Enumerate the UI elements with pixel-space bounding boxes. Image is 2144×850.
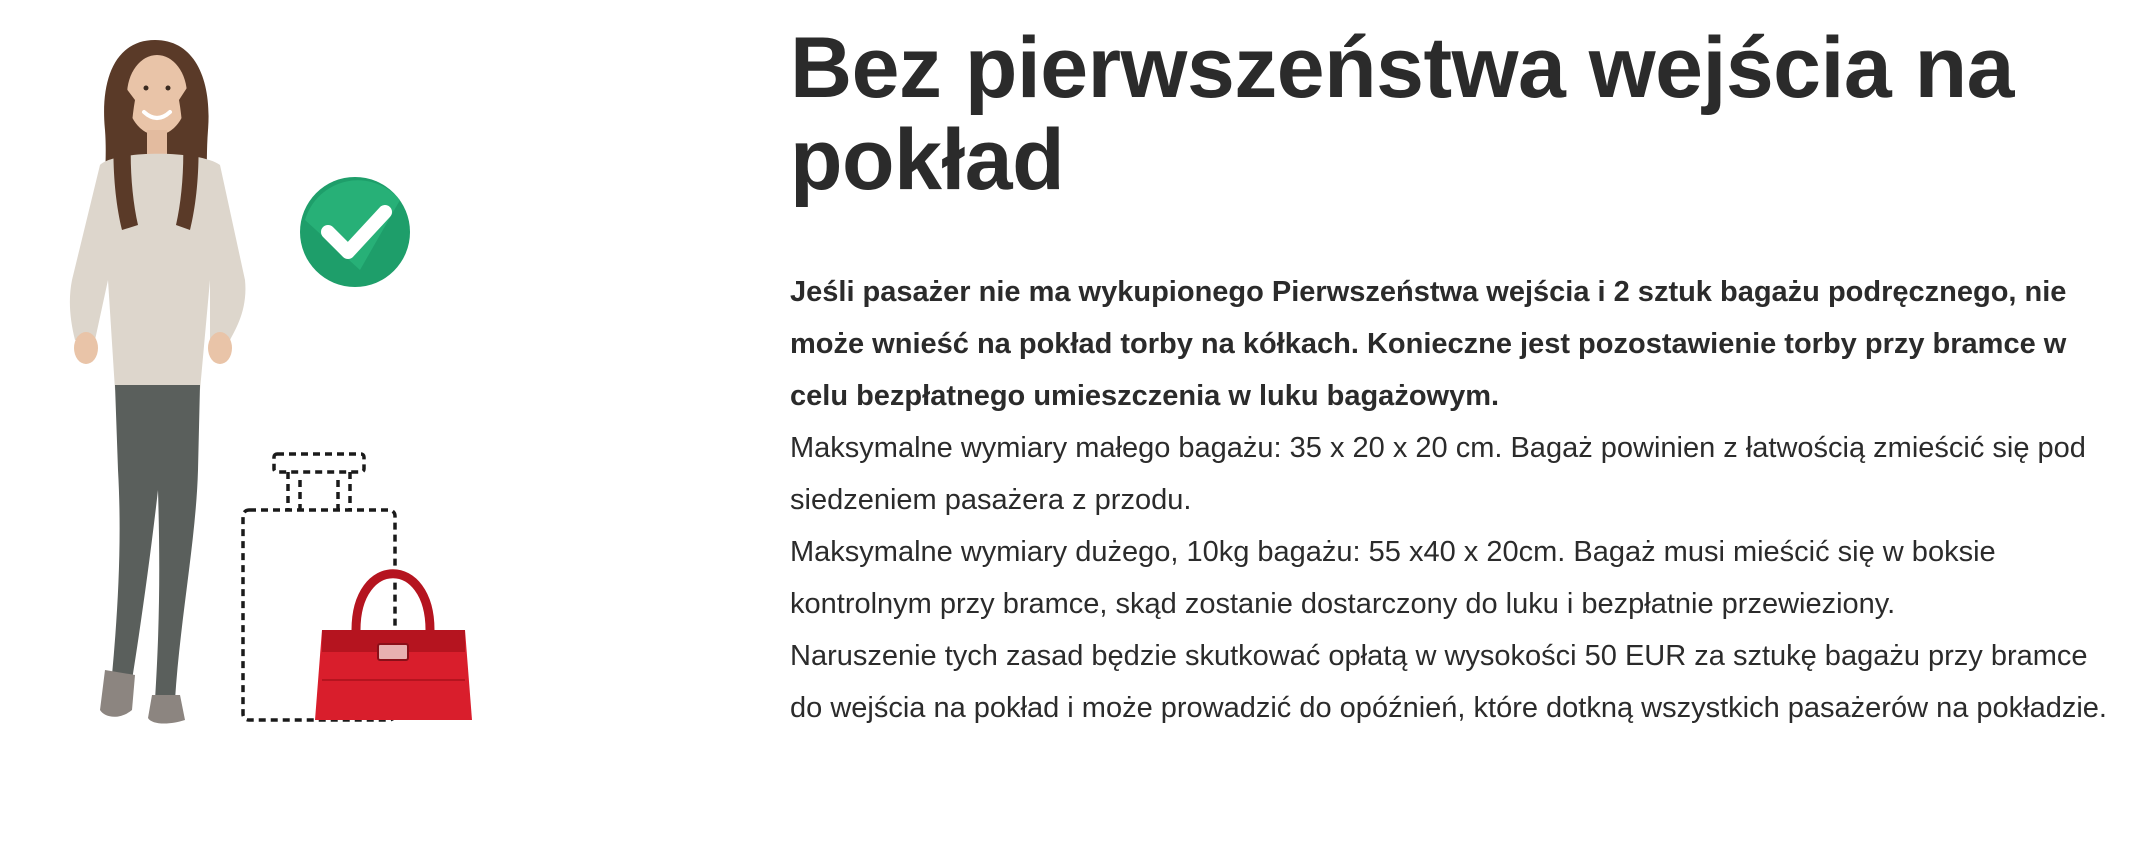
page-title: Bez pierwszeństwa wejścia na pokład [790,20,2014,208]
woman-figure [70,40,246,724]
lead-paragraph: Jeśli pasażer nie ma wykupionego Pierwszeństwa wejścia i 2 sztuk bagażu podręcznego, nie może wnieść na pokład torby na kółkach. Konieczne jest pozostawienie torby przy bramce w celu bezpłatnego umieszczenia w luku bagażowym. [790,276,2067,412]
illustration-svg [60,20,530,730]
text-block [790,266,2110,734]
paragraph-large-bag: Maksymalne wymiary dużego, 10kg bagażu: 55 x40 x 20cm. Bagaż musi mieścić się w boksie kontrolnym przy bramce, skąd zostanie dostarczony do luku i bezpłatnie przewieziony. [790,536,1996,620]
paragraph-small-bag: Maksymalne wymiary małego bagażu: 35 x 20 x 20 cm. Bagaż powinien z łatwością zmieścić się pod siedzeniem pasażera z przodu. [790,432,2086,516]
content [790,22,2110,734]
paragraph-fee: Naruszenie tych zasad będzie skutkować opłatą w wysokości 50 EUR za sztukę bagażu przy bramce do wejścia na pokład i może prowadzić do opóźnień, które dotkną wszystkich pasażerów na pokładzie. [790,640,2107,724]
check-icon [300,177,410,287]
illustration [60,20,530,730]
